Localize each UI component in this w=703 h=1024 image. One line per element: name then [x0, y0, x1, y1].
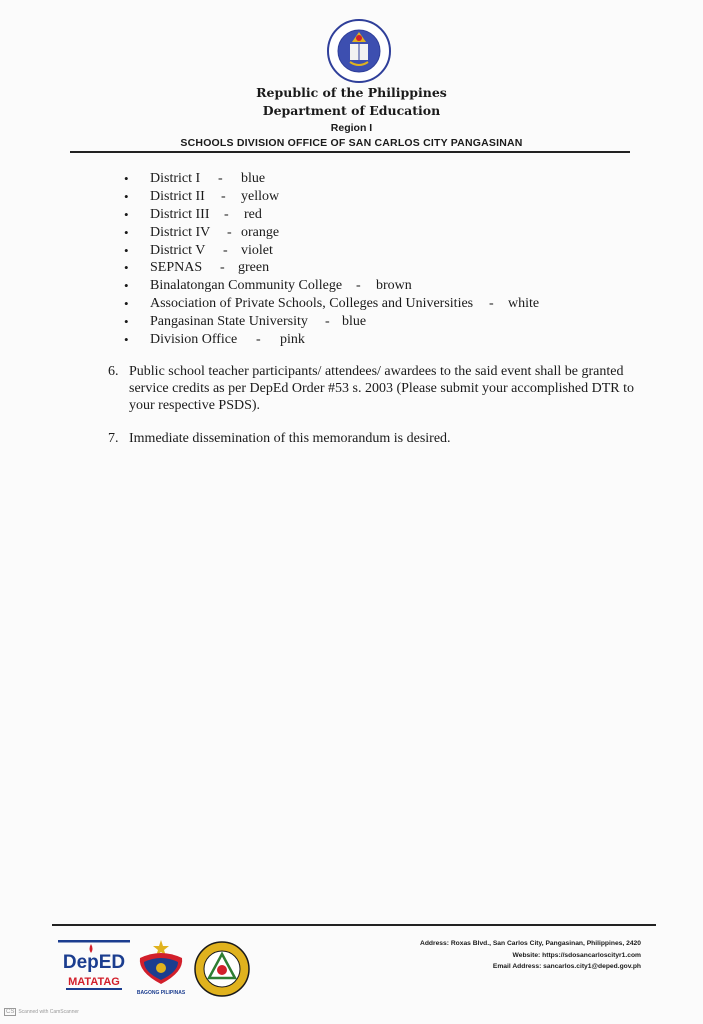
footer-website[interactable]: Website: https://sdosancarloscityr1.com — [512, 952, 641, 959]
separator: - — [256, 332, 261, 348]
separator: - — [356, 278, 361, 294]
district-color: green — [238, 260, 270, 276]
item-text: Public school teacher participants/ attendees/ awardees to the said event shall be granted service credits as per DepEd Order #53 s. 2003 (Please submit your accomplished DTR to your respective PSDS). — [129, 364, 635, 413]
sdo-seal-icon — [193, 940, 251, 998]
district-name: District I — [150, 171, 201, 186]
district-name: District IV — [150, 224, 211, 240]
matatag-wordmark: MATATAG — [68, 976, 120, 988]
district-name: District II — [150, 188, 205, 204]
district-name: District III — [150, 206, 210, 222]
district-color: blue — [342, 314, 367, 330]
camscanner-text: Scanned with CamScanner — [18, 1009, 79, 1015]
district-color: blue — [241, 171, 266, 186]
item-number: 6. — [108, 364, 119, 379]
district-color: violet — [241, 242, 273, 258]
district-name: District V — [150, 242, 206, 258]
separator: - — [221, 188, 226, 204]
scanner-watermark — [4, 1008, 79, 1016]
region-heading: Region I — [330, 122, 373, 134]
camscanner-badge: CS — [6, 1009, 15, 1015]
district-color: pink — [280, 332, 305, 348]
district-name: Association of Private Schools, Colleges and Universities — [150, 296, 474, 312]
district-color: orange — [241, 224, 280, 240]
district-name: SEPNAS — [150, 260, 203, 276]
district-color: red — [244, 206, 262, 222]
footer-email[interactable]: Email Address: sancarlos.city1@deped.gov.ph — [492, 963, 641, 970]
republic-heading: Republic of the Philippines — [256, 85, 447, 100]
district-name: Division Office — [150, 332, 238, 348]
deped-wordmark: DepED — [62, 952, 126, 973]
item-number: 7. — [108, 431, 119, 446]
department-heading: Department of Education — [262, 103, 441, 118]
deped-seal-icon — [326, 18, 392, 84]
deped-matatag-logo-icon — [58, 940, 130, 996]
district-color: white — [508, 296, 540, 312]
separator: - — [218, 171, 223, 186]
bagong-pilipinas-logo-icon — [134, 938, 188, 998]
footer-divider — [52, 924, 656, 926]
division-heading: SCHOOLS DIVISION OFFICE OF SAN CARLOS CITY PANGASINAN — [180, 137, 523, 149]
separator: - — [325, 314, 330, 330]
separator: - — [489, 296, 494, 312]
separator: - — [224, 206, 229, 222]
footer-address: Address: Roxas Blvd., San Carlos City, Pangasinan, Philippines, 2420 — [419, 940, 641, 947]
district-name: Binalatongan Community College — [150, 278, 343, 294]
header-divider — [70, 151, 630, 153]
separator: - — [220, 260, 225, 276]
district-name: Pangasinan State University — [150, 314, 308, 330]
separator: - — [227, 224, 232, 240]
district-color: brown — [376, 278, 412, 294]
bagong-pilipinas-wordmark: BAGONG PILIPINAS — [136, 990, 186, 996]
district-color: yellow — [241, 188, 280, 204]
item-text: Immediate dissemination of this memorandum is desired. — [129, 431, 451, 446]
separator: - — [223, 242, 228, 258]
